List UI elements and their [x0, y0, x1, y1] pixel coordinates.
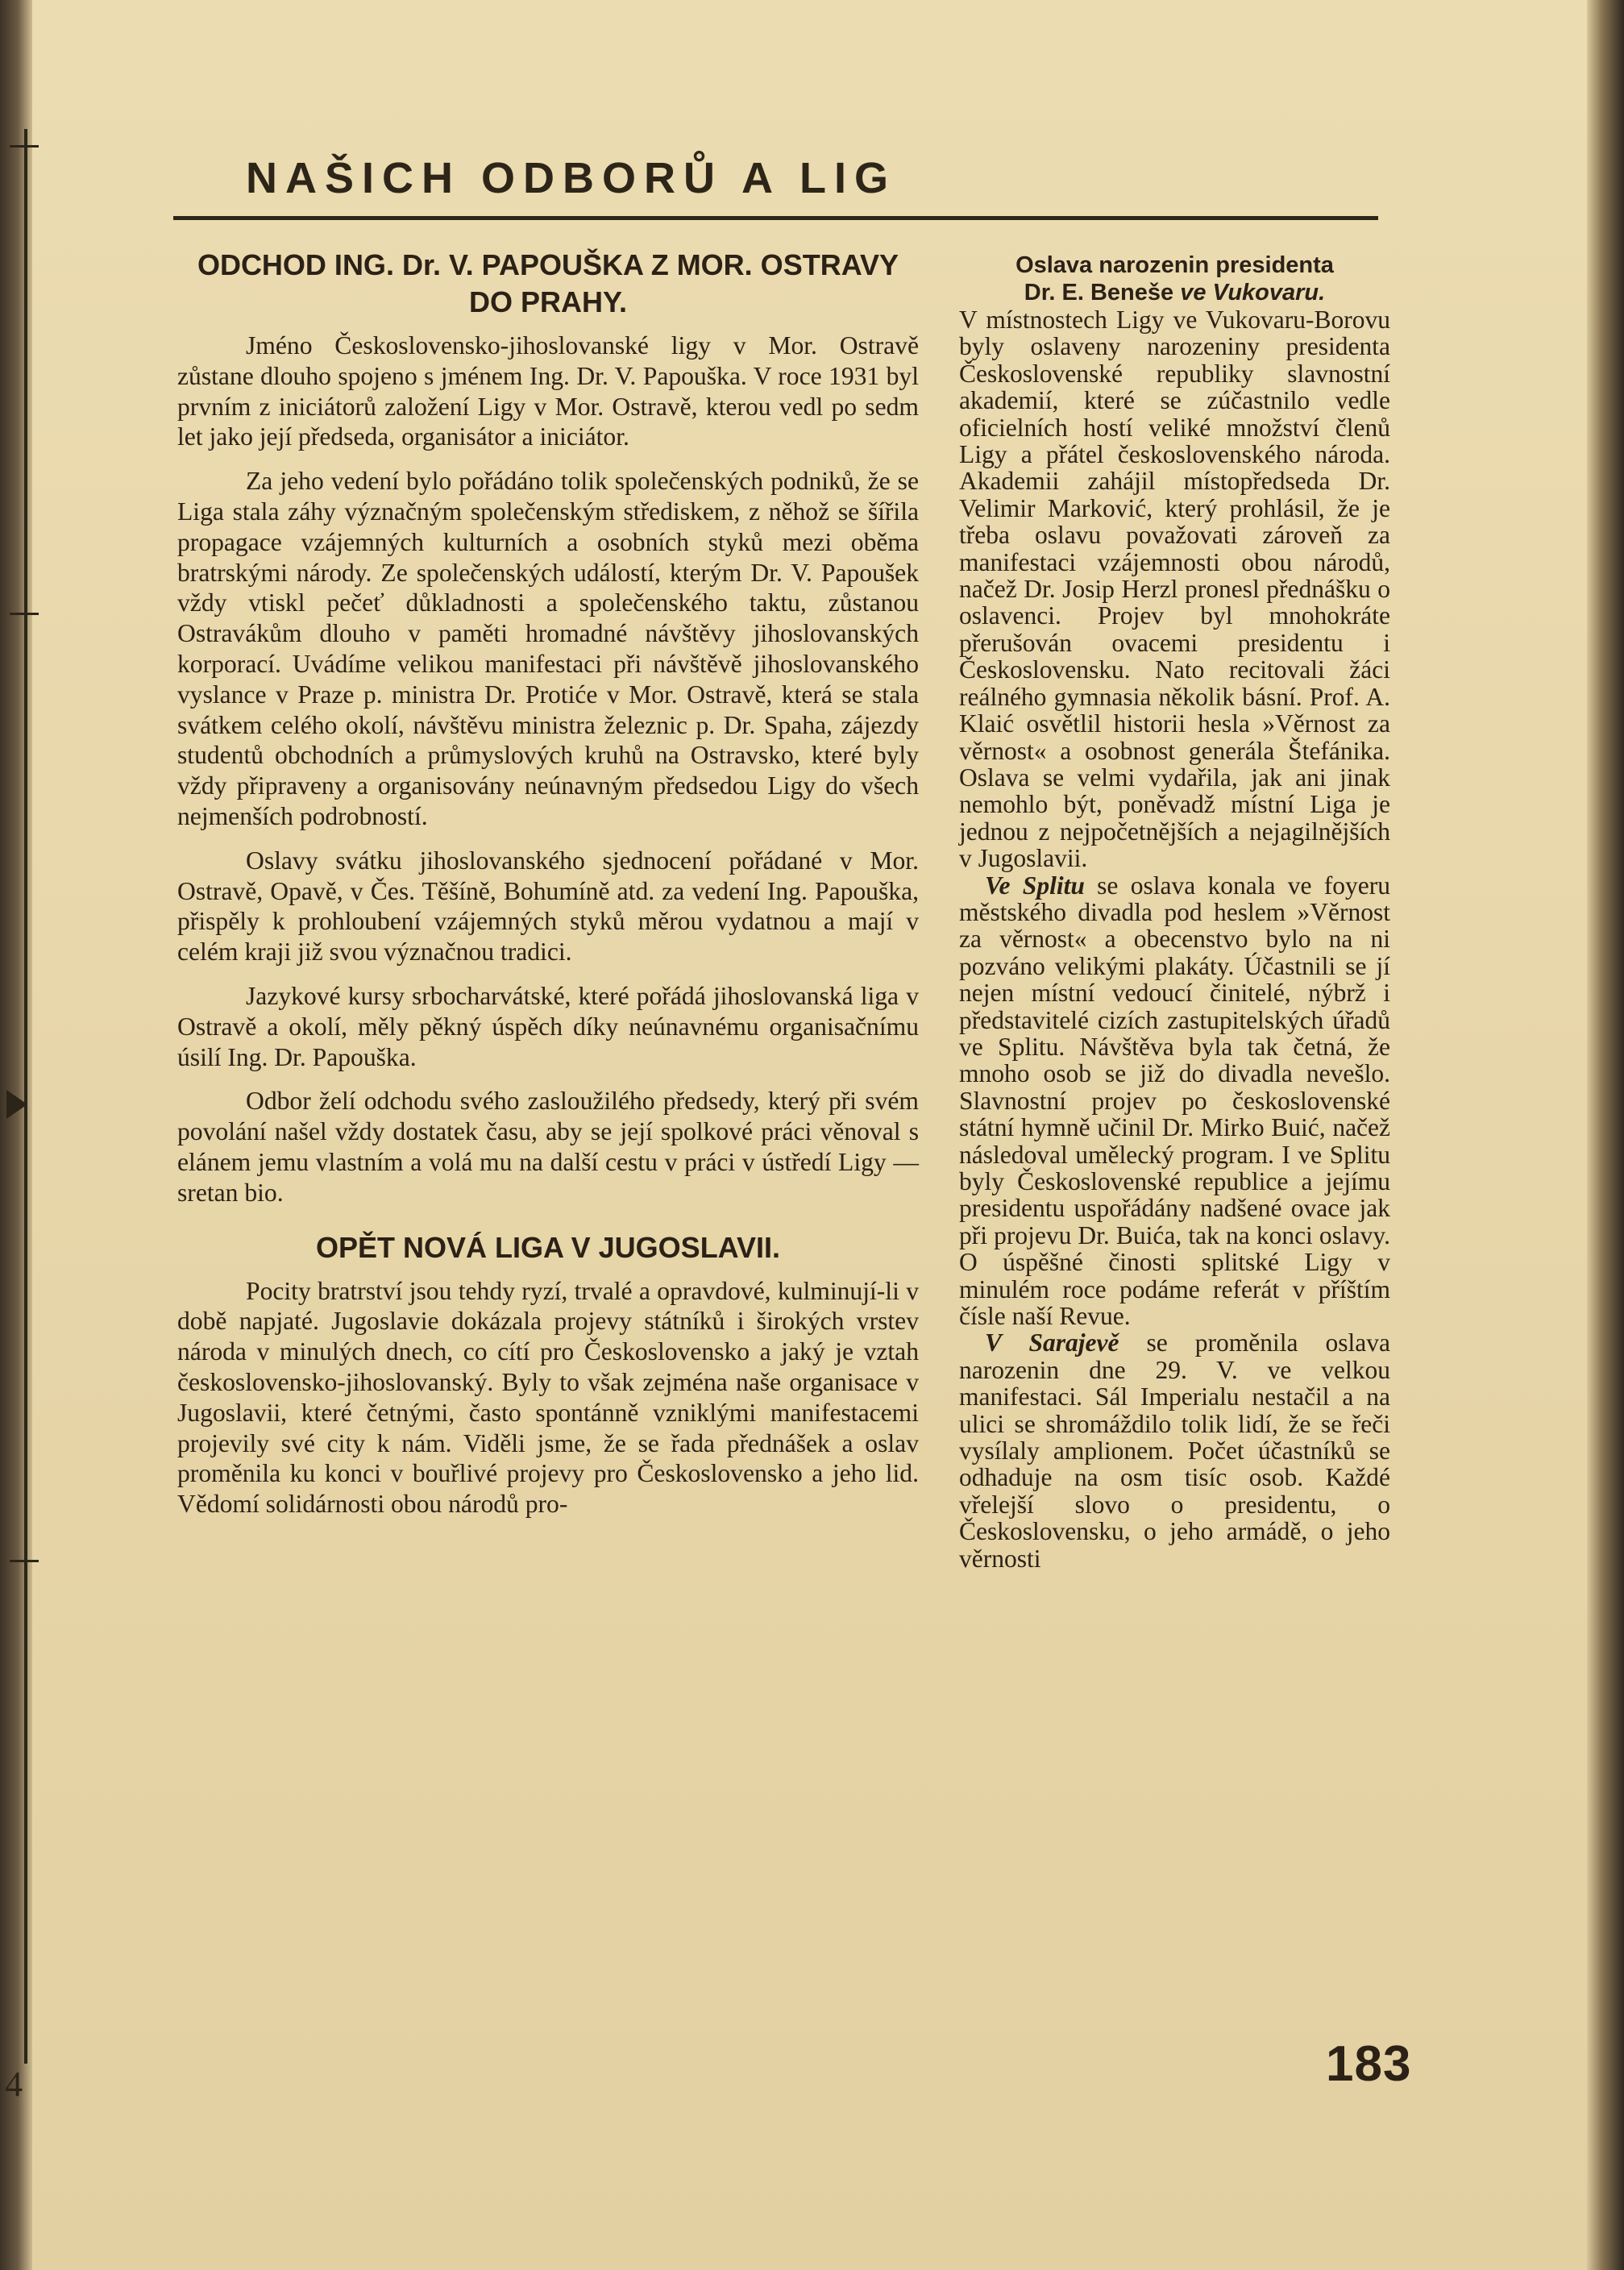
paragraph: Za jeho vedení bylo pořádáno tolik společenských podniků, že se Liga stala záhy význačným společenským střediskem, z něhož se šířila propagace vzájemných kulturních a osobních styků mezi oběma bratrskými národy. Ze společenských událostí, kterým Dr. V. Papoušek vždy vtiskl pečeť důkladnosti a společenského taktu, zůstanou Ostravákům dlouho v paměti hromadné návštěvy jihoslovanských korporací. Uvádíme velikou manifestaci při návštěvě jihoslovanského vyslance v Praze p. ministra Dr. Protiće v Mor. Ostravě, která se stala svátkem celého okolí, návštěvu ministra železnic p. Dr. Spaha, zájezdy studentů obchodních a průmyslových kruhů na Ostravsko, které byly vždy připraveny a organisovány neúnavným předsedou Ligy do všech nejmenších podrobností.	[177, 467, 919, 830]
article-title-papousek: ODCHOD ING. Dr. V. PAPOUŠKA Z MOR. OSTRAVY DO PRAHY.	[197, 248, 899, 318]
paragraph: Jazykové kursy srbocharvátské, které pořádá jihoslovanská liga v Ostravě a okolí, měly pěkný úspěch díky neúnavnému organisačnímu úsilí Ing. Dr. Papouška.	[177, 981, 919, 1071]
subhead-place: ve Vukovaru.	[1180, 280, 1326, 306]
place-name: Ve Splitu	[985, 871, 1085, 900]
paragraph-sarajevo	[959, 1329, 1390, 1572]
subhead-line: Oslava narozenin presidenta	[1016, 252, 1334, 278]
binding-shadow	[0, 0, 32, 2270]
left-column	[177, 247, 919, 1520]
subhead-line: Dr. E. Beneše	[1024, 280, 1174, 306]
place-name: V Sarajevě	[985, 1328, 1119, 1357]
binding-tick	[10, 145, 39, 148]
paragraph-text: se proměnila oslava narozenin dne 29. V. ve velkou manifestaci. Sál Imperialu nestačil a na ulici se shromáždilo tolik lidí, že se řeči vysílaly amplionem. Počet účastníků se odhaduje na osm tisíc osob. Každé vřelejší slovo o presidentu, o Československu, o jeho armádě, o jeho věrnosti	[959, 1328, 1390, 1573]
paragraph: Jméno Československo-jihoslovanské ligy v Mor. Ostravě zůstane dlouho spojeno s jménem Ing. Dr. V. Papouška. V roce 1931 byl prvním z iniciátorů založení Ligy v Mor. Ostravě, kterou vedl po sedm let jako její předseda, organisátor a iniciátor.	[177, 331, 919, 451]
page-number: 183	[1326, 2036, 1412, 2092]
section-header: NAŠICH ODBORŮ A LIG	[246, 154, 896, 202]
subhead-oslava	[959, 252, 1390, 306]
right-column	[959, 252, 1390, 1572]
page-edge-shadow	[1587, 0, 1624, 2270]
binding-tick	[10, 613, 39, 615]
article-title-nova-liga: OPĚT NOVÁ LIGA V JUGOSLAVII.	[315, 1230, 781, 1264]
paragraph: Pocity bratrství jsou tehdy ryzí, trvalé a opravdové, kulminují-li v době napjaté. Jugoslavie dokázala projevy státníků i širokých vrstev národa v minulých dnech, co cítí pro Československo a jaký je vztah československo-jihoslovanský. Byly to však zejména naše organisace v Jugoslavii, které četnými, často spontánně vzniklými manifestacemi projevily své city k nám. Viděli jsme, že se řada přednášek a oslav proměnila ku konci v bouřlivé projevy pro Československo a jeho lid. Vědomí solidárnosti obou národů pro-	[177, 1276, 919, 1519]
edge-mark: 4	[5, 2064, 23, 2104]
paragraph: Oslavy svátku jihoslovanského sjednocení pořádané v Mor. Ostravě, Opavě, v Čes. Těšíně, Bohumíně atd. za vedení Ing. Papouška, přispěly k prohloubení vzájemných styků měrou vydatnou a mají v celém kraji již svou význačnou tradici.	[177, 846, 919, 967]
paragraph-text: se oslava konala ve foyeru městského divadla pod heslem »Věrnost za věrnost« a obecenstvo bylo na ni pozváno velikými plakáty. Účastnili se jí nejen místní vedoucí činitelé, nýbrž i představitelé cizích zastupitelských úřadů ve Splitu. Návštěva byla tak četná, že mnoho osob se již do divadla nevešlo. Slavnostní projev po československé státní hymně učinil Dr. Mirko Buić, načež následoval umělecký program. I ve Splitu byly Československé republice a jejímu presidentu uspořádány nadšené ovace jak při projevu Dr. Buića, tak na konci oslavy. O úspěšné činosti splitské Ligy v minulém roce podáme referát v příštím čísle naší Revue.	[959, 871, 1391, 1331]
binding-tick	[10, 1560, 39, 1562]
paragraph-vukovar: V místnostech Ligy ve Vukovaru-Borovu byly oslaveny narozeniny presidenta Československé republiky slavnostní akademií, které se zúčastnilo vedle oficielních hostí veliké množství členů Ligy a přátel československého národa. Akademii zahájil místopředseda Dr. Velimir Marković, který prohlásil, že je třeba oslavu považovati zároveň za manifestaci vzájemnosti obou národů, načež Dr. Josip Herzl pronesl přednášku o oslavenci. Projev byl mnohokráte přerušován ovacemi presidentu i Československu. Nato recitovali žáci reálného gymnasia několik básní. Prof. A. Klaić osvětlil historii hesla »Věrnost za věrnost« a osobnost generála Štefánika. Oslava se velmi vydařila, jak ani jinak nemohlo být, poněvadž místní Liga je jednou z nejpočetnějších a nejagilnějších v Jugoslavii.	[959, 306, 1390, 873]
paragraph-split	[959, 872, 1390, 1330]
paragraph: Odbor želí odchodu svého zasloužilého předsedy, který při svém povolání našel vždy dostatek času, aby se její spolkové práci věnoval s elánem jemu vlastním a volá mu na další cestu v práci v ústředí Ligy — sretan bio.	[177, 1087, 919, 1207]
header-rule	[173, 216, 1378, 220]
binding-arrow-icon	[6, 1090, 27, 1119]
